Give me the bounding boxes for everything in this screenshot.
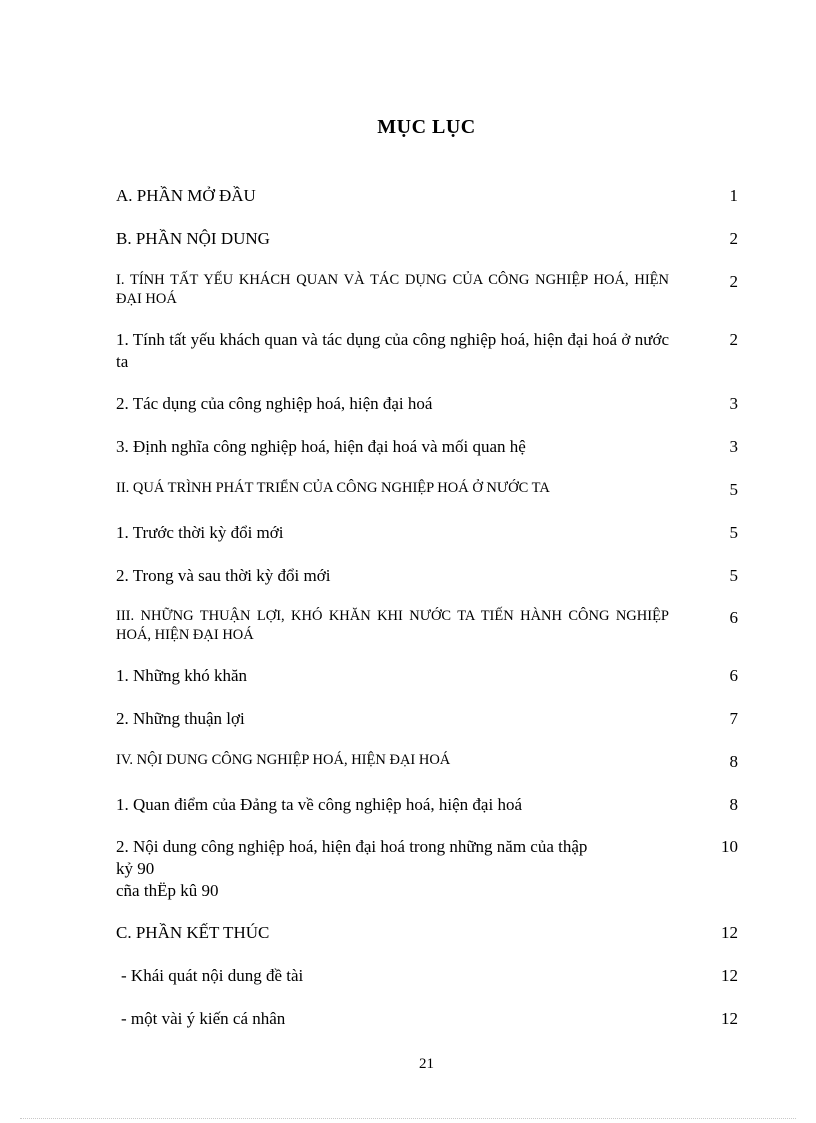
toc-entry-text: 2. Những thuận lợi (116, 709, 245, 728)
toc-entry-text (116, 836, 669, 902)
toc-entry-text: 1. Quan điểm của Đảng ta về công nghiệp hoá, hiện đại hoá (116, 795, 522, 814)
toc-entry-page: 3 (729, 394, 738, 413)
toc-entry-page: 8 (729, 795, 738, 814)
toc-entry-page: 2 (729, 330, 738, 349)
toc-entry-text: III. NHỮNG THUẬN LỢI, KHÓ KHĂN KHI NƯỚC TA TIẾN HÀNH CÔNG NGHIỆP HOÁ, HIỆN ĐẠI HOÁ (116, 608, 669, 643)
toc-entry[interactable] (116, 708, 738, 730)
toc-entry[interactable] (116, 565, 738, 587)
toc-entry[interactable] (116, 922, 738, 944)
page-border-dotted (20, 1118, 796, 1119)
toc-entry[interactable] (116, 1008, 738, 1030)
toc-entry[interactable] (116, 751, 738, 770)
toc-entry[interactable] (116, 185, 738, 207)
toc-entry[interactable] (116, 665, 738, 687)
toc-entry[interactable] (116, 794, 738, 816)
toc-entry-page: 6 (729, 666, 738, 685)
toc-entry[interactable] (116, 393, 738, 415)
toc-entry-text: - một vài ý kiến cá nhân (121, 1009, 286, 1028)
toc-entry-text: 2. Trong và sau thời kỳ đổi mới (116, 566, 331, 585)
toc-entry-text: II. QUÁ TRÌNH PHÁT TRIỂN CỦA CÔNG NGHIỆP HOÁ Ở NƯỚC TA (116, 480, 550, 496)
toc-entry-page: 3 (729, 437, 738, 456)
toc-entry[interactable] (116, 965, 738, 987)
toc-entry[interactable] (116, 436, 738, 458)
toc-entry-page: 5 (729, 566, 738, 585)
toc-entry-text: 1. Trước thời kỳ đổi mới (116, 523, 284, 542)
toc-entry-text: 1. Tính tất yếu khách quan và tác dụng của công nghiệp hoá, hiện đại hoá ở nước ta (116, 330, 669, 371)
toc-entry-page: 12 (721, 923, 738, 942)
toc-entry-text: - Khái quát nội dung đề tài (121, 966, 304, 985)
toc-entry-page: 5 (729, 480, 738, 499)
toc-entry[interactable] (116, 522, 738, 544)
page-number: 21 (419, 1056, 434, 1072)
page-title: MỤC LỤC (377, 116, 476, 138)
toc-entry-line: kỷ 90 (116, 859, 155, 878)
toc-entry-line: cña thËp kû 90 (116, 881, 219, 900)
toc-entry-page: 8 (729, 752, 738, 771)
toc-entry-page: 12 (721, 966, 738, 985)
toc-entry-text: A. PHẦN MỞ ĐẦU (116, 186, 256, 205)
toc-entry-text: C. PHẦN KẾT THÚC (116, 923, 270, 942)
toc-entry-page: 12 (721, 1009, 738, 1028)
toc-entry-page: 5 (729, 523, 738, 542)
toc-entry[interactable] (116, 271, 738, 309)
toc-entry-page: 7 (729, 709, 738, 728)
toc-entry[interactable] (116, 329, 738, 373)
toc-entry-line: 2. Nội dung công nghiệp hoá, hiện đại hoá trong những năm của thập (116, 837, 588, 856)
toc-entry-text: B. PHẦN NỘI DUNG (116, 229, 270, 248)
toc-entry[interactable] (116, 836, 738, 902)
toc-entry-text: 3. Định nghĩa công nghiệp hoá, hiện đại hoá và mối quan hệ (116, 437, 526, 456)
toc-entry-page: 2 (729, 272, 738, 291)
toc-entry-text: I. TÍNH TẤT YẾU KHÁCH QUAN VÀ TÁC DỤNG CỦA CÔNG NGHIỆP HOÁ, HIỆN ĐẠI HOÁ (116, 272, 669, 307)
toc-entry[interactable] (116, 228, 738, 250)
toc-entry-page: 1 (729, 186, 738, 205)
toc-entry-page: 2 (729, 229, 738, 248)
toc-entry-page: 10 (721, 837, 738, 856)
toc-entry-text: 1. Những khó khăn (116, 666, 248, 685)
toc-entry-text: 2. Tác dụng của công nghiệp hoá, hiện đại hoá (116, 394, 433, 413)
toc-entry-text: IV. NỘI DUNG CÔNG NGHIỆP HOÁ, HIỆN ĐẠI HOÁ (116, 752, 451, 768)
toc-entry[interactable] (116, 607, 738, 645)
toc-entry-page: 6 (729, 608, 738, 627)
toc-entry[interactable] (116, 479, 738, 498)
